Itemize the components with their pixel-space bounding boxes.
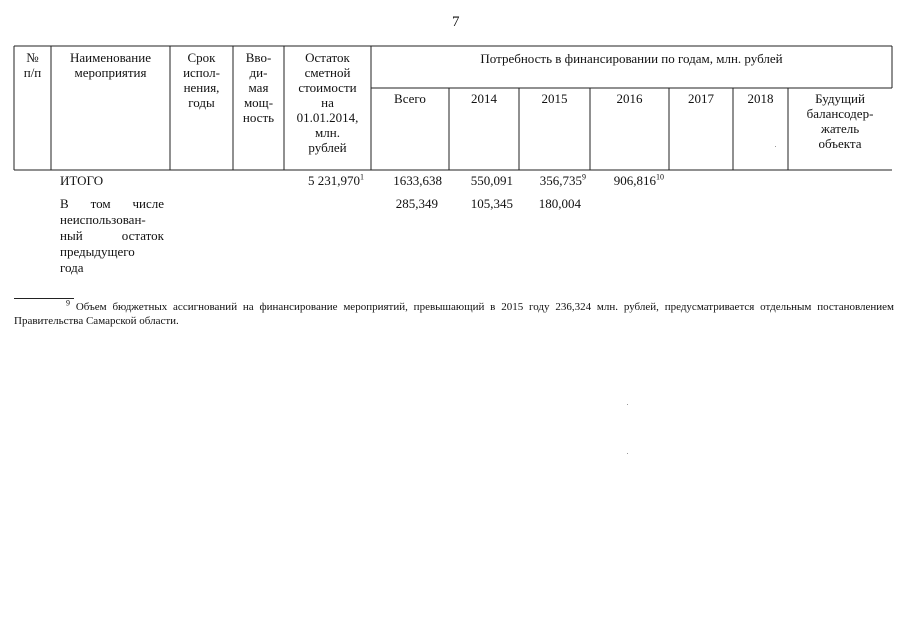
scan-speck	[627, 453, 628, 454]
row-total-sum: 1633,638	[393, 173, 442, 188]
header-2015: 2015	[541, 91, 568, 106]
scan-speck	[627, 404, 628, 405]
row-unused-name-line: ный остаток	[60, 228, 164, 243]
row-total-name: ИТОГО	[60, 173, 104, 188]
header-2016: 2016	[616, 91, 643, 106]
header-funding-group: Потребность в финансировании по годам, млн. рублей	[480, 51, 783, 66]
header-term: Срок испол- нения, годы	[183, 50, 220, 110]
row-unused-2014: 105,345	[470, 196, 513, 211]
footnote-text: Объем бюджетных ассигнований на финансирование мероприятий, превышающий в 2015 году 236,324 млн. рублей, предусматривается отдельным постановлением Правительства Самарской области.	[14, 301, 895, 327]
scan-speck	[775, 146, 776, 147]
row-unused-name-line: неиспользован-	[60, 212, 146, 227]
page-number: 7	[452, 14, 460, 30]
row-unused-name	[60, 196, 164, 276]
row-unused-2015: 180,004	[538, 196, 581, 211]
header-num: № п/п	[23, 50, 42, 80]
header-2017: 2017	[688, 91, 714, 106]
row-unused-name-line: В том числе	[60, 196, 164, 211]
header-capacity: Вво- ди- мая мощ- ность	[242, 50, 275, 125]
row-unused-sum: 285,349	[395, 196, 438, 211]
footnote-separator	[14, 298, 74, 299]
row-unused-name-line: предыдущего	[60, 244, 135, 259]
footnote	[14, 300, 894, 328]
header-total: Всего	[394, 91, 426, 106]
footnote-mark: 9	[66, 298, 70, 308]
header-name: Наименование мероприятия	[70, 50, 151, 80]
header-balance: Остаток сметной стоимости на 01.01.2014, млн. рублей	[296, 50, 359, 155]
header-2014: 2014	[471, 91, 497, 106]
row-total-balance: 5 231,970$^1$	[308, 172, 364, 188]
row-total-2015: 356,735$^9$	[539, 172, 586, 188]
header-2018: 2018	[747, 91, 774, 106]
row-total-2016: 906,816$^{10}$	[613, 172, 664, 188]
header-holder: Будущий балансодер- жатель объекта	[806, 91, 874, 151]
row-unused-name-line: года	[60, 260, 84, 275]
row-total-2014: 550,091	[470, 173, 513, 188]
